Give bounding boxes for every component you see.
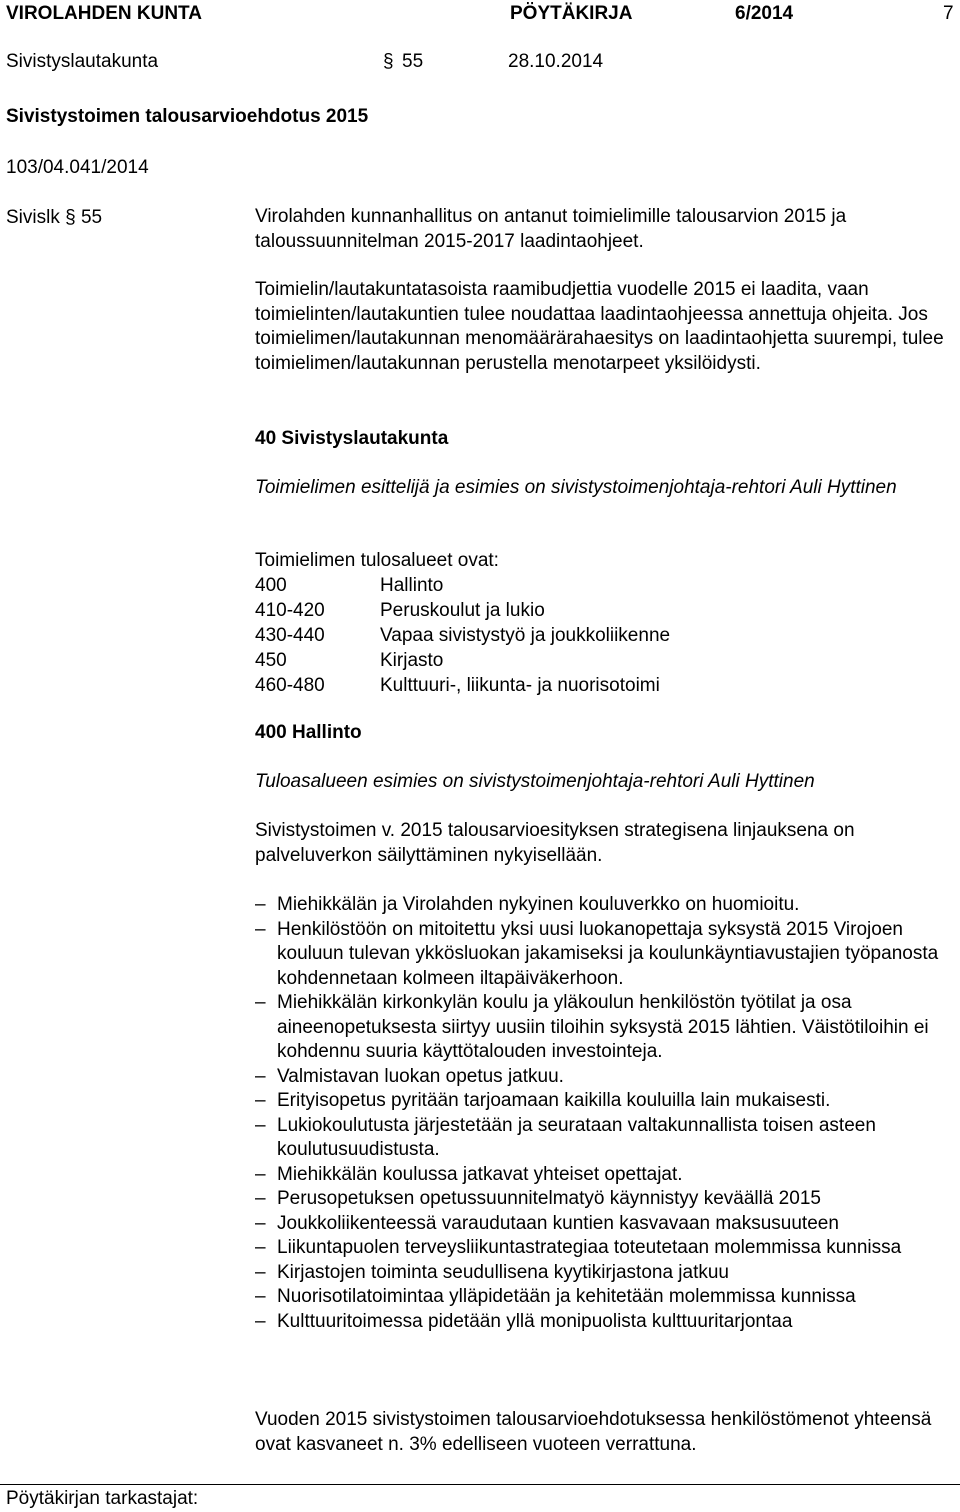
document-type: PÖYTÄKIRJA bbox=[510, 3, 633, 24]
result-area-name: Hallinto bbox=[380, 575, 444, 596]
committee-name: Sivistyslautakunta bbox=[6, 51, 159, 72]
list-item: – Lukiokoulutusta järjestetään ja seurataan valtakunnallista toisen asteen koulutusuudistusta. bbox=[255, 1114, 876, 1160]
presenter-note: Toimielimen esittelijä ja esimies on sivistystoimenjohtaja-rehtori Auli Hyttinen bbox=[255, 477, 897, 498]
result-area-row bbox=[255, 598, 670, 623]
list-item: – Kulttuuritoimessa pidetään yllä monipuolista kulttuuritarjontaa bbox=[255, 1310, 945, 1335]
strategy-paragraph: Sivistystoimen v. 2015 talousarvioesityksen strategisena linjauksena on palveluverkon säilyttäminen nykyisellään. bbox=[255, 820, 855, 866]
dash-icon: – bbox=[255, 1212, 266, 1234]
result-area-code: 450 bbox=[255, 650, 287, 671]
result-areas-list bbox=[255, 573, 670, 698]
list-item: – Kirjastojen toiminta seudullisena kyytikirjastona jatkuu bbox=[255, 1261, 945, 1286]
admin-head-note: Tuloasalueen esimies on sivistystoimenjohtaja-rehtori Auli Hyttinen bbox=[255, 771, 815, 792]
list-item: – Miehikkälän koulussa jatkavat yhteiset opettajat. bbox=[255, 1163, 945, 1188]
result-area-name: Kirjasto bbox=[380, 650, 444, 671]
result-area-row bbox=[255, 648, 670, 673]
dash-icon: – bbox=[255, 894, 266, 915]
dash-icon: – bbox=[255, 1090, 266, 1111]
list-item: – Liikuntapuolen terveysliikuntastrategiaa toteutetaan molemmissa kunnissa bbox=[255, 1236, 945, 1261]
municipality-name: VIROLAHDEN KUNTA bbox=[6, 3, 202, 24]
dash-icon: – bbox=[255, 1286, 266, 1307]
committee-heading: 40 Sivistyslautakunta bbox=[255, 428, 449, 449]
dash-icon: – bbox=[255, 1114, 266, 1136]
result-area-code: 410-420 bbox=[255, 600, 325, 621]
reference-number: 103/04.041/2014 bbox=[6, 157, 149, 178]
section-label-prefix: Sivislk bbox=[6, 207, 60, 228]
dash-icon: – bbox=[255, 1163, 266, 1185]
dash-icon: – bbox=[255, 1065, 266, 1087]
dash-icon: – bbox=[255, 1237, 266, 1258]
minutes-issue: 6/2014 bbox=[735, 3, 794, 24]
intro-paragraph: Virolahden kunnanhallitus on antanut toimielimille talousarvion 2015 ja taloussuunnitelman 2015-2017 laadintaohjeet. bbox=[255, 206, 847, 252]
closing-paragraph: Vuoden 2015 sivistystoimen talousarvioehdotuksessa henkilöstömenot yhteensä ovat kasvaneet n. 3% edelliseen vuoteen verrattuna. bbox=[255, 1409, 932, 1455]
result-area-name: Vapaa sivistystyö ja joukkoliikenne bbox=[380, 625, 671, 646]
result-area-code: 460-480 bbox=[255, 675, 325, 696]
list-item: – Henkilöstöön on mitoitettu yksi uusi luokanopettaja syksystä 2015 Virojoen kouluun tulevan ykkösluokan jakamiseksi ja koulunkäyntiavustajien työpanosta kohdennetaan kolmeen iltapäiväkerhoon. bbox=[255, 918, 939, 989]
list-item: – Miehikkälän ja Virolahden nykyinen kouluverkko on huomioitu. bbox=[255, 893, 945, 918]
section-symbol: § bbox=[383, 51, 394, 72]
document-title: Sivistystoimen talousarvioehdotus 2015 bbox=[6, 106, 369, 127]
list-item: – Miehikkälän kirkonkylän koulu ja yläkoulun henkilöstön työtilat ja osa aineenopetuksesta siirtyy uusiin tiloihin syksystä 2015 lähtien. Väistötiloihin ei kohdennu suuria käyttötalouden investointeja. bbox=[255, 992, 929, 1062]
dash-icon: – bbox=[255, 1261, 266, 1283]
result-area-row bbox=[255, 623, 670, 648]
strategy-bullet-list bbox=[255, 893, 945, 1334]
result-area-name: Kulttuuri-, liikunta- ja nuorisotoimi bbox=[380, 675, 660, 696]
dash-icon: – bbox=[255, 1188, 266, 1209]
result-area-code: 400 bbox=[255, 575, 287, 596]
dash-icon: – bbox=[255, 992, 266, 1013]
guidelines-paragraph: Toimielin/lautakuntatasoista raamibudjettia vuodelle 2015 ei laadita, vaan toimielinten/lautakuntien tulee noudattaa laadintaohjeessa annettuja ohjeita. Jos toimielimen/lautakunnan menomäärärahaesitys on laadintaohjetta suurempi, tulee toimielimen/lautakunnan perustella menotarpeet yksilöidysti. bbox=[255, 279, 944, 374]
list-item: – Valmistavan luokan opetus jatkuu. bbox=[255, 1065, 945, 1090]
dash-icon: – bbox=[255, 1310, 266, 1332]
areas-intro: Toimielimen tulosalueet ovat: bbox=[255, 550, 499, 571]
list-item: – Perusopetuksen opetussuunnitelmatyö käynnistyy keväällä 2015 bbox=[255, 1187, 945, 1212]
result-area-code: 430-440 bbox=[255, 625, 325, 646]
list-item: – Erityisopetus pyritään tarjoamaan kaikilla kouluilla lain mukaisesti. bbox=[255, 1089, 945, 1114]
section-number: 55 bbox=[402, 51, 424, 72]
result-area-row bbox=[255, 673, 670, 698]
section-label-symbol: § bbox=[65, 207, 76, 228]
result-area-name: Peruskoulut ja lukio bbox=[380, 600, 545, 621]
section-label-number: 55 bbox=[80, 207, 103, 228]
footer-divider bbox=[0, 1484, 960, 1485]
admin-heading: 400 Hallinto bbox=[255, 722, 362, 743]
result-area-row bbox=[255, 573, 670, 598]
page-number: 7 bbox=[943, 3, 954, 24]
section-label bbox=[6, 206, 102, 230]
list-item: – Joukkoliikenteessä varaudutaan kuntien kasvavaan maksusuuteen bbox=[255, 1212, 945, 1237]
list-item: – Nuorisotilatoimintaa ylläpidetään ja kehitetään molemmissa kunnissa bbox=[255, 1285, 945, 1310]
meeting-date: 28.10.2014 bbox=[508, 51, 604, 72]
footer-label: Pöytäkirjan tarkastajat: bbox=[6, 1488, 199, 1509]
dash-icon: – bbox=[255, 918, 266, 940]
